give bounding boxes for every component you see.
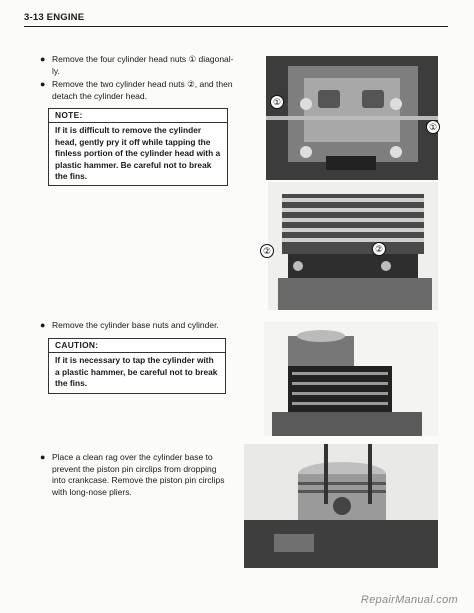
note-text: If it is difficult to remove the cylinder head, gently pry it off while tapping the finless portion of the cylinder head with a plastic hammer. Be careful not to break the fins. (55, 125, 221, 182)
step-item (40, 79, 240, 102)
note-box (48, 108, 228, 186)
note-heading: NOTE: (49, 109, 227, 123)
callout-2-marker: ② (372, 242, 386, 256)
step-item (40, 452, 232, 498)
photo-piston-circlip (244, 444, 438, 568)
step-item (40, 320, 240, 332)
step-text: Remove the cylinder base nuts and cylinder. (52, 320, 219, 330)
section-3-steps (40, 452, 232, 500)
caution-box (48, 338, 226, 394)
page-header (24, 12, 448, 23)
step-text: Remove the two cylinder head nuts ②, and then detach the cylinder head. (52, 79, 233, 101)
photo-cylinder-removal (264, 322, 438, 436)
bullet-icon: ● (40, 452, 46, 462)
photo-cylinder-fins (268, 182, 438, 310)
caution-heading: CAUTION: (49, 339, 225, 353)
bullet-icon: ● (40, 54, 46, 64)
callout-1-marker: ① (270, 95, 284, 109)
callout-2-marker: ② (260, 244, 274, 258)
header-rule (24, 26, 448, 27)
section-1-steps (40, 54, 240, 104)
caution-text: If it is necessary to tap the cylinder with a plastic hammer, be careful not to break the fins. (55, 355, 218, 389)
section-2-steps (40, 320, 240, 334)
bullet-icon: ● (40, 79, 46, 90)
step-item (40, 54, 240, 77)
watermark-text: RepairManual.com (360, 594, 458, 606)
page-title: 3-13 ENGINE (24, 12, 85, 23)
step-text: Place a clean rag over the cylinder base to prevent the piston pin circlips from dropping into crankcase. Remove the piston pin circlips with long-nose pliers. (52, 452, 225, 497)
photo-cylinder-head (266, 56, 438, 180)
bullet-icon: ● (40, 320, 46, 330)
callout-1-marker: ① (426, 120, 440, 134)
step-text: Remove the four cylinder head nuts ① diagonal-ly. (52, 54, 234, 76)
